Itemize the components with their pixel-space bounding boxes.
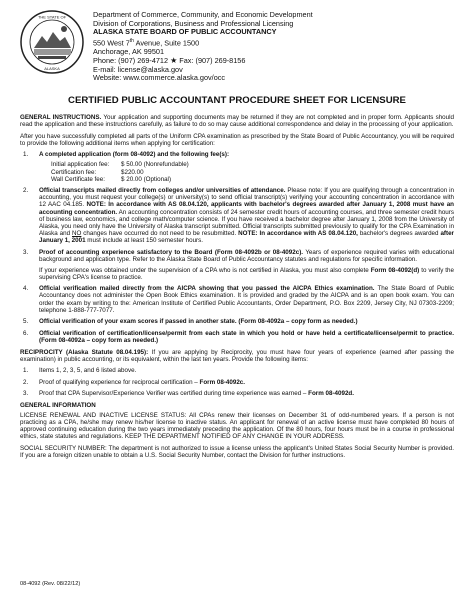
reciprocity-paragraph: RECIPROCITY (Alaska Statute 08.04.195): If you are applying by Reciprocity, you must have four years of experience (earned after passing the examination) in public accounting, or its equivalent, within the last ten years. Provide the following items: — [20, 348, 454, 363]
star-icon: ★ — [170, 55, 178, 65]
requirement-item-1: 1. A completed application (form 08-4092) and the following fee(s): Initial application fee: $ 50.00 (Nonrefundable) Certification fee: $220.00 Wall Certificate fee: $ 20.00 (Optional) — [20, 151, 454, 182]
requirement-item-5: 5. Official verification of your exam scores if passed in another state. (Form 08-4092a – copy form as needed.) — [23, 318, 358, 326]
street-address: 550 West 7th Avenue, Suite 1500 — [93, 38, 200, 48]
general-instructions: GENERAL INSTRUCTIONS. Your application and supporting documents may be returned if they are not completed and in proper form. Applicants should read the application and these instructions carefully, as failure to do so may cause additional correspondence and delay in the processing of your application. — [20, 114, 454, 129]
ssn-paragraph: SOCIAL SECURITY NUMBER: The department is not authorized to issue a license unless the applicant's United States Social Security Number is provided. If you are a foreign citizen unable to obtain a U.S. Social Security Number, contact the Division for further instructions. — [20, 444, 454, 460]
document-body — [20, 114, 454, 464]
requirement-item-3: 3. Proof of accounting experience satisfactory to the Board (Form 08-4092b or 08-4092c). Years of experience required varies with educational background and application type. Refer to the Alaska State Board of Public Accountancy statutes and regulations for specific information. If your experience was obtained under the supervision of a CPA who is not certified in Alaska, you must also complete Form 08-4092(d) to verify the supervising CPA's license to practice. — [23, 248, 455, 281]
department-name: Department of Commerce, Community, and Economic Development — [93, 10, 313, 19]
phone-fax: Phone: (907) 269-4712 ★ Fax: (907) 269-8156 — [93, 55, 246, 65]
requirement-item-6: 6. Official verification of certification/license/permit from each state in which you hold or have held a certificate/license/permit to practice. (Form 08-4092a – copy form as needed.) — [23, 329, 454, 344]
reciprocity-item-1: 1. Items 1, 2, 3, 5, and 6 listed above. — [23, 367, 137, 375]
reciprocity-item-2: 2. Proof of qualifying experience for reciprocal certification – Form 08-4092c. — [23, 378, 246, 386]
svg-text:THE STATE OF: THE STATE OF — [37, 14, 67, 20]
requirement-item-4: 4. Official verification mailed directly from the AICPA showing that you passed the AICPA Ethics examination. The State Board of Public Accountancy does not administer the Open Book Ethics examination. It is provided and graded by the AICPA and is an open book exam. You can order the exam by writing to the: American Institute of Certified Public Accountants, Order Department, P.O. Box 2209, Jersey City, NJ 07303-2209; telephone 1-888-777-7077. — [23, 285, 454, 314]
division-name: Division of Corporations, Business and Professional Licensing — [93, 18, 294, 28]
city-address: Anchorage, AK 99501 — [93, 47, 164, 57]
requirement-item-2: 2. Official transcripts mailed directly from colleges and/or universities of attendance. Please note: If you are qualifying through a concentration in accounting, you must request your college(s) or university(s) to send official transcript(s) verifying your accounting concentration in accordance with 12 AAC 04.185. NOTE: In accordance with AS 08.04.120, applicants with bachelor's degrees awarded after January 1, 2008 must have an accounting concentration. An accounting concentration consists of 24 semester credit hours of accounting courses, and three semester credit hours of business law, economics, and college math/computer science. If you have received a bachelor degree after January 1, 2008 from the University of Alaska, you need only have the University of Alaska transcript submitted. Official transcripts submitted previously to qualify for the CPA Examination in Alaska and NO changes have occurred do not need to be resubmitted. NOTE: In accordance with AS 08.04.120, bachelor's degrees awarded after January 1, 2001 must include at least 150 semester hours. — [23, 187, 454, 244]
supervisor-note: If your experience was obtained under the supervision of a CPA who is not certified in Alaska, you must also complete Form 08-4092(d) to verify the supervising CPA's license to practice. — [39, 266, 454, 281]
fee-table: Initial application fee: $ 50.00 (Nonrefundable) Certification fee: $220.00 Wall Certificate fee: $ 20.00 (Optional) — [51, 161, 189, 183]
license-renewal-paragraph: LICENSE RENEWAL AND INACTIVE LICENSE STATUS: All CPAs renew their licenses on December 31 of odd-numbered years. If a person is not practicing as a CPA, he/she may renew his/her license to inactive status. An applicant for renewal of an active license must have completed 80 hours of approved continuing education during the two years immediately preceding the application. Of the 80 hours, four hours must be in a course in professional ethics, state statutes and regulations. KEEP THE DEPARTMENT NOTIFIED OF ANY CHANGE IN YOUR ADDRESS. — [20, 412, 454, 441]
board-name: ALASKA STATE BOARD OF PUBLIC ACCOUNTANCY — [93, 27, 277, 37]
email-line: E-mail: license@alaska.gov — [93, 64, 183, 74]
state-seal-icon — [20, 10, 84, 74]
svg-text:ALASKA: ALASKA — [44, 66, 60, 71]
letterhead — [93, 11, 453, 83]
reciprocity-item-3: 3. Proof that CPA Supervisor/Experience Verifier was certified during time experience was earned – Form 08-4092d. — [23, 390, 354, 398]
form-number: 08-4092 (Rev. 08/22/12) — [20, 581, 81, 587]
general-information-heading: GENERAL INFORMATION — [20, 402, 96, 409]
website-line: Website: www.commerce.alaska.gov/occ — [93, 73, 226, 83]
page-title: CERTIFIED PUBLIC ACCOUNTANT PROCEDURE SHEET FOR LICENSURE — [68, 95, 406, 106]
intro-paragraph: After you have successfully completed all parts of the Uniform CPA examination as prescribed by the State Board of Public Accountancy, you will be required to provide the following additional items when applying for certification: — [20, 132, 454, 147]
